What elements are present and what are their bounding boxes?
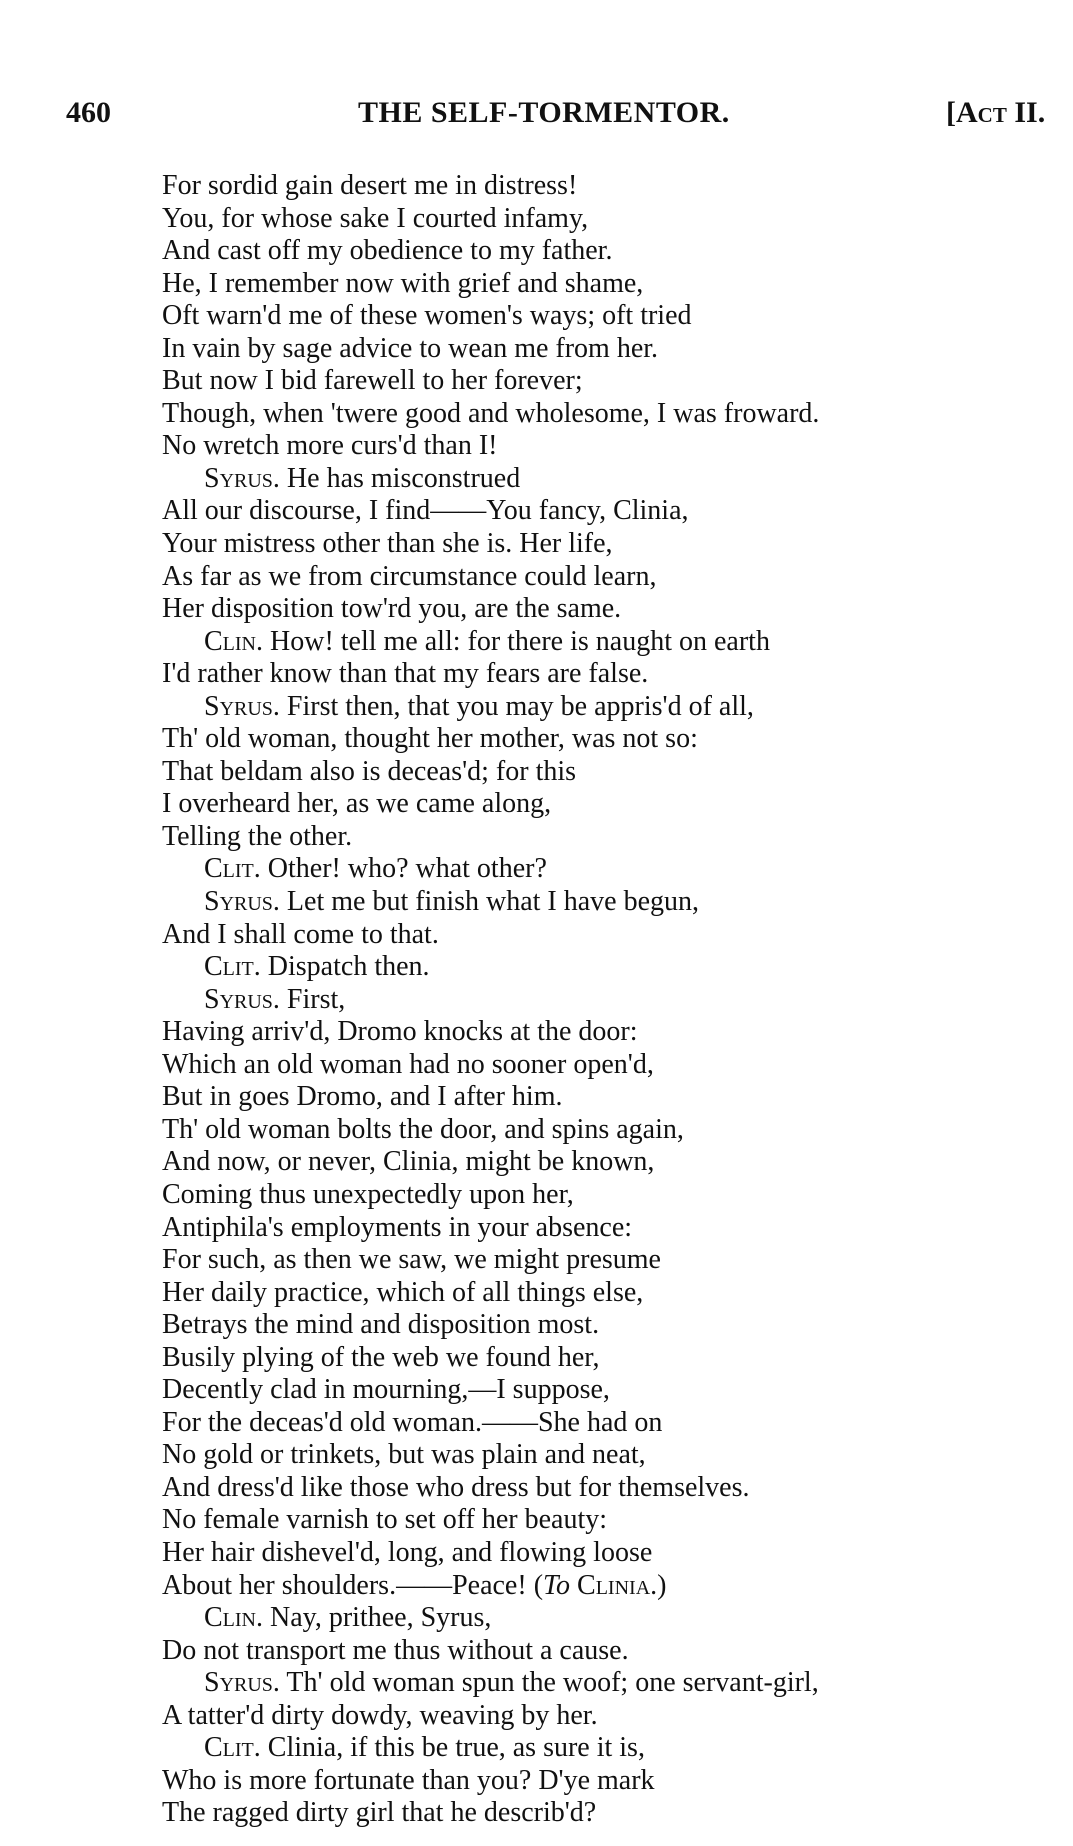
line-text: Th' old woman, thought her mother, was not so:: [162, 723, 698, 755]
verse-line: [162, 1016, 1062, 1049]
line-text: I overheard her, as we came along,: [162, 788, 552, 820]
stage-open-paren: (: [533, 1569, 544, 1601]
verse-line: [162, 235, 1062, 268]
line-text: Coming thus unexpectedly upon her,: [162, 1178, 574, 1210]
verse-line: [162, 886, 1062, 919]
verse-line: [162, 853, 1062, 886]
verse-line: [162, 984, 1062, 1017]
line-text: Your mistress other than she is. Her life,: [162, 528, 613, 560]
line-text: And dress'd like those who dress but for themselves.: [162, 1471, 750, 1503]
line-text: The ragged dirty girl that he describ'd?: [162, 1797, 597, 1829]
line-text: I'd rather know than that my fears are false.: [162, 658, 649, 690]
verse-line: [162, 756, 1062, 789]
line-text: He has misconstrued: [286, 462, 521, 494]
verse-line: [162, 1342, 1062, 1375]
verse-line: [162, 398, 1062, 431]
verse-line: [162, 1570, 1062, 1603]
verse-line: [162, 1146, 1062, 1179]
line-text: You, for whose sake I courted infamy,: [162, 202, 589, 234]
verse-line: [162, 951, 1062, 984]
speaker-name: Syrus.: [204, 1667, 280, 1699]
verse-line: [162, 1114, 1062, 1147]
line-text: He, I remember now with grief and shame,: [162, 267, 644, 299]
line-text: Who is more fortunate than you? D'ye mark: [162, 1764, 655, 1796]
verse-line: [162, 1179, 1062, 1212]
verse-line: [162, 333, 1062, 366]
verse-line: [162, 170, 1062, 203]
line-text: Though, when 'twere good and wholesome, I was froward.: [162, 397, 820, 429]
verse-line: [162, 1081, 1062, 1114]
verse-line: [162, 268, 1062, 301]
verse-line: [162, 1212, 1062, 1245]
line-text: In vain by sage advice to wean me from her.: [162, 332, 659, 364]
line-text: No gold or trinkets, but was plain and neat,: [162, 1439, 646, 1471]
line-text: How! tell me all: for there is naught on earth: [270, 625, 770, 657]
stage-direction: [534, 1570, 667, 1601]
line-text: Betrays the mind and disposition most.: [162, 1309, 600, 1341]
line-text: Her daily practice, which of all things else,: [162, 1276, 644, 1308]
line-text: Clinia, if this be true, as sure it is,: [267, 1732, 645, 1764]
act-label: [946, 96, 1045, 130]
verse-line: [162, 1635, 1062, 1668]
verse-line: [162, 1244, 1062, 1277]
line-text: No female varnish to set off her beauty:: [162, 1504, 608, 1536]
line-text: First then, that you may be appris'd of all,: [286, 690, 754, 722]
verse-line: [162, 1667, 1062, 1700]
verse-line: [162, 1797, 1062, 1830]
verse-line: [162, 365, 1062, 398]
verse-line: [162, 1765, 1062, 1798]
line-text: Th' old woman bolts the door, and spins again,: [162, 1113, 684, 1145]
speaker-name: Syrus.: [204, 462, 280, 494]
verse-line: [162, 1374, 1062, 1407]
verse-line: [162, 1309, 1062, 1342]
verse-line: [162, 788, 1062, 821]
verse-line: [162, 495, 1062, 528]
speaker-name: Clin.: [204, 625, 263, 657]
verse-line: [162, 1472, 1062, 1505]
speaker-name: Syrus.: [204, 886, 280, 918]
act-bracket: [: [946, 96, 956, 129]
line-text: Her disposition tow'rd you, are the same.: [162, 593, 622, 625]
verse-line: [162, 1700, 1062, 1733]
line-text: Nay, prithee, Syrus,: [270, 1602, 492, 1634]
verse-line: [162, 528, 1062, 561]
speaker-name: Clin.: [204, 1602, 263, 1634]
line-text: But now I bid farewell to her forever;: [162, 365, 583, 397]
line-text: Th' old woman spun the woof; one servant-girl,: [286, 1667, 819, 1699]
line-text: Decently clad in mourning,—I suppose,: [162, 1374, 610, 1406]
verse-line: [162, 723, 1062, 756]
verse-line: [162, 1732, 1062, 1765]
line-text: About her shoulders.——Peace!: [162, 1569, 527, 1601]
running-title: THE SELF-TORMENTOR.: [358, 96, 730, 129]
verse-line: [162, 561, 1062, 594]
line-text: Busily plying of the web we found her,: [162, 1341, 600, 1373]
verse-line: [162, 1277, 1062, 1310]
verse-line: [162, 919, 1062, 952]
verse-line: [162, 430, 1062, 463]
verse-line: [162, 1407, 1062, 1440]
verse-text: [162, 170, 1062, 1830]
line-text: But in goes Dromo, and I after him.: [162, 1081, 563, 1113]
verse-line: [162, 1537, 1062, 1570]
line-text: As far as we from circumstance could learn,: [162, 560, 657, 592]
stage-close-paren: ): [657, 1569, 667, 1601]
speaker-name: Syrus.: [204, 983, 280, 1015]
line-text: Oft warn'd me of these women's ways; oft tried: [162, 300, 692, 332]
line-text: For sordid gain desert me in distress!: [162, 170, 578, 201]
speaker-name: Clit.: [204, 951, 261, 983]
line-text: Having arriv'd, Dromo knocks at the door:: [162, 1016, 638, 1048]
line-text: Other! who? what other?: [267, 853, 547, 885]
speaker-name: Syrus.: [204, 690, 280, 722]
line-text: Dispatch then.: [267, 951, 430, 983]
stage-to: To: [543, 1569, 571, 1601]
verse-line: [162, 300, 1062, 333]
verse-line: [162, 821, 1062, 854]
line-text: A tatter'd dirty dowdy, weaving by her.: [162, 1699, 598, 1731]
verse-line: [162, 1049, 1062, 1082]
line-text: For such, as then we saw, we might presume: [162, 1244, 661, 1276]
line-text: First,: [286, 983, 346, 1015]
verse-line: [162, 593, 1062, 626]
line-text: Which an old woman had no sooner open'd,: [162, 1048, 654, 1080]
verse-line: [162, 1504, 1062, 1537]
verse-line: [162, 1439, 1062, 1472]
line-text: Her hair dishevel'd, long, and flowing loose: [162, 1536, 653, 1568]
act-word: Act: [956, 96, 1007, 129]
line-text: And now, or never, Clinia, might be known,: [162, 1146, 655, 1178]
act-numeral: II.: [1014, 96, 1046, 129]
verse-line: [162, 658, 1062, 691]
speaker-name: Clit.: [204, 853, 261, 885]
verse-line: [162, 1602, 1062, 1635]
verse-line: [162, 691, 1062, 724]
verse-line: [162, 463, 1062, 496]
verse-line: [162, 203, 1062, 236]
stage-name: Clinia.: [577, 1569, 658, 1601]
line-text: Antiphila's employments in your absence:: [162, 1211, 633, 1243]
line-text: No wretch more curs'd than I!: [162, 430, 498, 462]
line-text: Let me but finish what I have begun,: [286, 886, 700, 918]
line-text: All our discourse, I find——You fancy, Clinia,: [162, 495, 689, 527]
running-header: [66, 96, 1066, 140]
speaker-name: Clit.: [204, 1732, 261, 1764]
line-text: And cast off my obedience to my father.: [162, 235, 613, 267]
line-text: For the deceas'd old woman.——She had on: [162, 1406, 663, 1438]
line-text: And I shall come to that.: [162, 918, 439, 950]
verse-line: [162, 626, 1062, 659]
page-number: 460: [66, 96, 111, 129]
line-text: Telling the other.: [162, 820, 353, 852]
line-text: That beldam also is deceas'd; for this: [162, 755, 577, 787]
line-text: Do not transport me thus without a cause.: [162, 1634, 629, 1666]
